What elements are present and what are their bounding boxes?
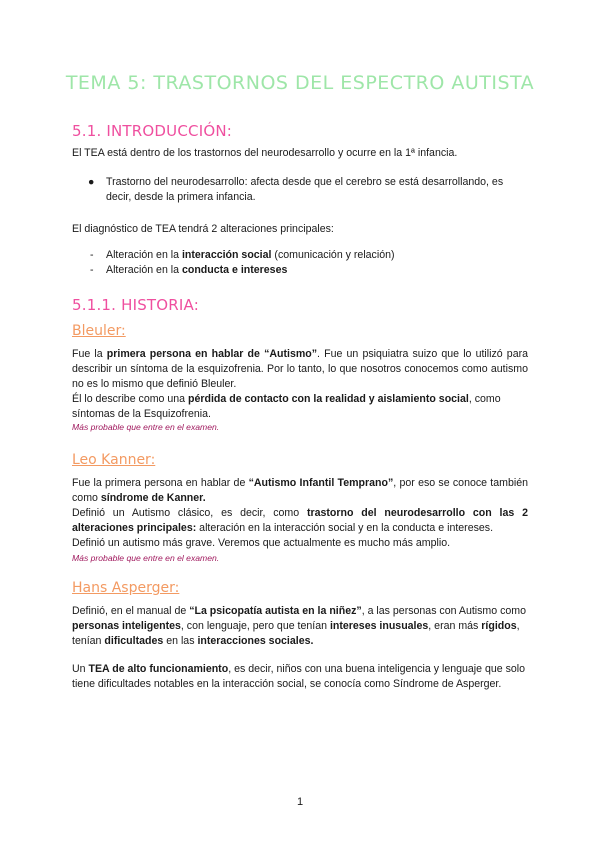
bold-span: personas inteligentes bbox=[72, 620, 181, 632]
intro-paragraph: El TEA está dentro de los trastornos del neurodesarrollo y ocurre en la 1ª infancia. bbox=[72, 147, 458, 159]
kanner-paragraph-3: Definió un autismo más grave. Veremos que actualmente es mucho más amplio. bbox=[72, 537, 451, 549]
text-span: Él lo describe como una bbox=[72, 393, 189, 405]
text-span: . Fue un psiquiatra suizo que lo utilizó para describir un síntoma de la esquizofrenia. Por lo tanto, lo que nosotros conocemos como autismo no es lo mismo que definió Bleuler. bbox=[72, 348, 529, 390]
bold-span: primera persona en hablar de “Autismo” bbox=[106, 348, 318, 360]
text-span: Un bbox=[72, 663, 89, 675]
kanner-paragraph-2 bbox=[72, 506, 528, 536]
text-span: en las bbox=[163, 635, 198, 647]
bold-span: “Autismo Infantil Temprano” bbox=[248, 477, 394, 489]
text-span: , eran más bbox=[428, 620, 482, 632]
alteration-text: Alteración en la bbox=[106, 249, 182, 261]
asperger-paragraph bbox=[72, 604, 528, 649]
exam-note: Más probable que entre en el examen. bbox=[72, 422, 220, 432]
bullet-text: Trastorno del neurodesarrollo: afecta desde que el cerebro se está desarrollando, es decir, desde la primera infancia. bbox=[106, 176, 504, 203]
bold-span: “La psicopatía autista en la niñez” bbox=[189, 605, 362, 617]
asperger-heading: Hans Asperger: bbox=[72, 580, 180, 596]
kanner-paragraph bbox=[72, 476, 528, 506]
diagnosis-paragraph: El diagnóstico de TEA tendrá 2 alteraciones principales: bbox=[72, 223, 334, 235]
history-heading: 5.1.1. HISTORIA: bbox=[72, 296, 199, 314]
bleuler-heading: Bleuler: bbox=[72, 323, 126, 339]
text-span: Fue la bbox=[72, 348, 107, 360]
asperger-paragraph-2 bbox=[72, 662, 528, 692]
bold-span: pérdida de contacto con la realidad y aislamiento social bbox=[188, 393, 469, 405]
bold-span: intereses inusuales bbox=[329, 620, 429, 632]
bold-span: interacciones sociales. bbox=[197, 635, 314, 647]
text-span: , por eso se conoce también como bbox=[72, 477, 528, 504]
alteration-text: Alteración en la bbox=[106, 264, 182, 276]
bleuler-paragraph bbox=[72, 347, 528, 392]
dash-icon: - bbox=[90, 249, 94, 261]
exam-note: Más probable que entre en el examen. bbox=[72, 553, 220, 563]
page-number: 1 bbox=[296, 796, 304, 808]
text-span: , tenían bbox=[72, 620, 520, 647]
alterations-list bbox=[72, 248, 528, 278]
dash-icon: - bbox=[90, 264, 94, 276]
text-span: , como síntomas de la Esquizofrenia. bbox=[72, 393, 501, 420]
alteration-bold: interacción social bbox=[181, 249, 272, 261]
alteration-item bbox=[72, 248, 528, 263]
text-span: Definió un Autismo clásico, es decir, como bbox=[72, 507, 307, 519]
bold-span: TEA de alto funcionamiento bbox=[88, 663, 229, 675]
alteration-item bbox=[72, 263, 528, 278]
document-title: TEMA 5: TRASTORNOS DEL ESPECTRO AUTISTA bbox=[65, 72, 535, 94]
bold-span: dificultades bbox=[104, 635, 164, 647]
text-span: , es decir, niños con una buena inteligencia y lenguaje que solo tiene dificultades notables en la interacción social, se conocía como Síndrome de Asperger. bbox=[72, 663, 526, 690]
intro-heading: 5.1. INTRODUCCIÓN: bbox=[72, 122, 233, 140]
bold-span: síndrome de Kanner. bbox=[100, 492, 206, 504]
text-span: alteración en la interacción social y en la conducta e intereses. bbox=[196, 522, 494, 534]
alteration-text: (comunicación y relación) bbox=[271, 249, 395, 261]
alteration-bold: conducta e intereses bbox=[181, 264, 288, 276]
bullet-item bbox=[72, 175, 528, 205]
text-span: Definió, en el manual de bbox=[72, 605, 190, 617]
text-span: Fue la primera persona en hablar de bbox=[72, 477, 249, 489]
bullet-dot-icon: ● bbox=[88, 176, 95, 188]
bold-span: rígidos bbox=[481, 620, 517, 632]
intro-bullet-list bbox=[72, 175, 528, 205]
bleuler-paragraph-2 bbox=[72, 392, 528, 422]
kanner-heading: Leo Kanner: bbox=[72, 452, 156, 468]
text-span: , con lenguaje, pero que tenían bbox=[180, 620, 330, 632]
text-span: , a las personas con Autismo como bbox=[361, 605, 526, 617]
bold-span: trastorno del neurodesarrollo con las 2 alteraciones principales: bbox=[72, 507, 528, 534]
